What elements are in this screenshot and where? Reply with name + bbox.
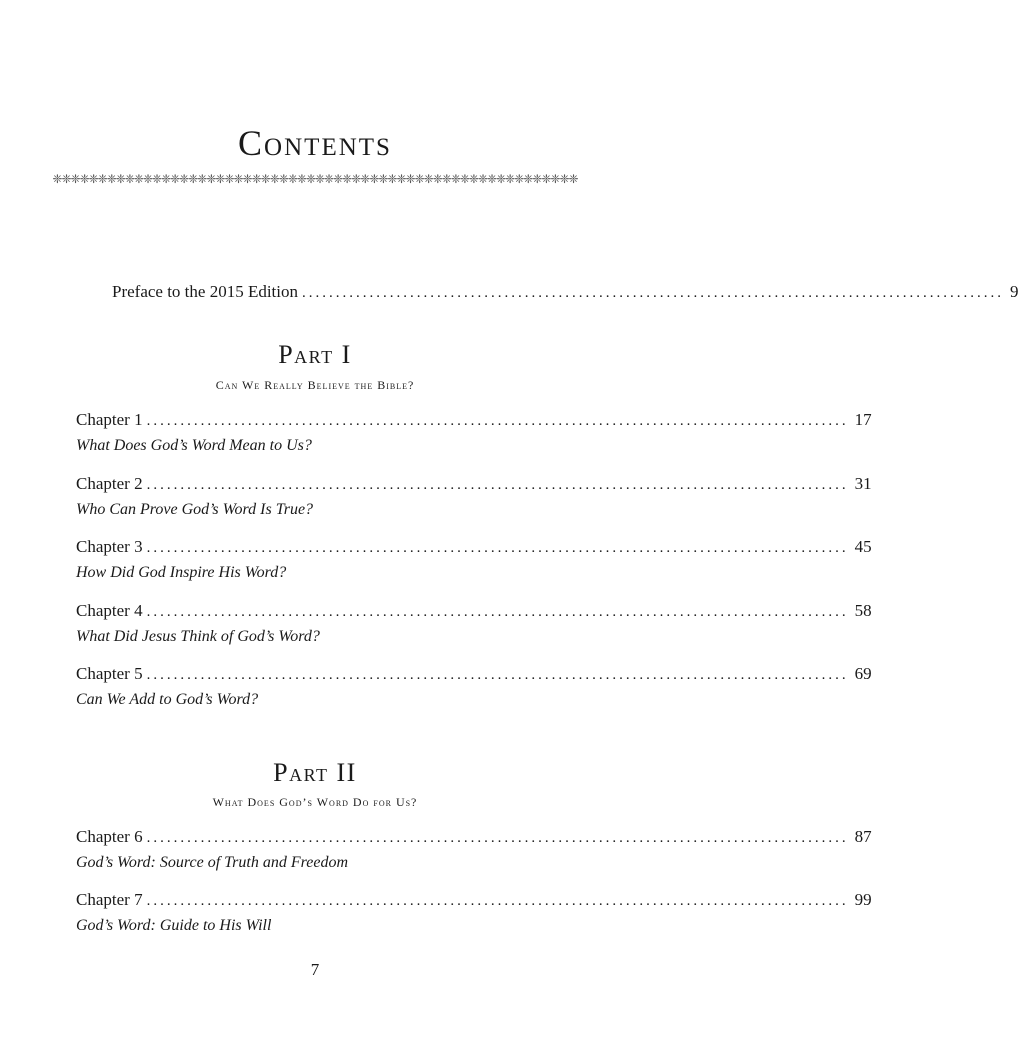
dot-leader: ........................................................................................................	[146, 540, 849, 556]
toc-entry-chapter-7[interactable]	[76, 889, 872, 912]
toc-page-number: 69	[854, 664, 872, 683]
toc-entry-chapter-5[interactable]	[76, 663, 872, 686]
toc-page-number: 31	[854, 474, 872, 493]
toc-page-number: 45	[854, 537, 872, 556]
toc-page-number: 9	[1010, 282, 1019, 301]
chapter-subtitle: Who Can Prove God’s Word Is True?	[76, 501, 314, 518]
chapter-subtitle: Can We Add to God’s Word?	[76, 691, 259, 708]
part-heading: Part I	[278, 340, 352, 369]
toc-label: Chapter 2	[76, 474, 143, 493]
part-heading: Part II	[273, 758, 357, 787]
chapter-subtitle: What Does God’s Word Mean to Us?	[76, 437, 312, 454]
chapter-subtitle: What Did Jesus Think of God’s Word?	[76, 628, 320, 645]
toc-page-number: 99	[854, 890, 872, 909]
chapter-subtitle: God’s Word: Source of Truth and Freedom	[76, 854, 348, 871]
dot-leader: ........................................................................................................	[146, 893, 849, 909]
toc-label: Chapter 4	[76, 601, 143, 620]
chapter-subtitle: How Did God Inspire His Word?	[76, 564, 287, 581]
dot-leader: ........................................................................................................	[146, 667, 849, 683]
toc-label: Chapter 7	[76, 890, 143, 909]
toc-label: Chapter 6	[76, 827, 143, 846]
dot-leader: ........................................................................................................	[146, 477, 849, 493]
toc-entry-chapter-2[interactable]	[76, 473, 872, 496]
toc-label: Chapter 3	[76, 537, 143, 556]
toc-entry-chapter-1[interactable]	[76, 409, 872, 432]
toc-page-number: 17	[854, 410, 872, 429]
dot-leader: ........................................................................................................	[302, 285, 1005, 301]
toc-entry-preface[interactable]	[112, 281, 1019, 304]
toc-entry-chapter-6[interactable]	[76, 826, 872, 849]
dot-leader: ........................................................................................................	[146, 604, 849, 620]
part-subtitle: Can We Really Believe the Bible?	[215, 378, 415, 392]
toc-label: Preface to the 2015 Edition	[112, 282, 299, 301]
toc-page-number: 58	[854, 601, 872, 620]
toc-entry-chapter-4[interactable]	[76, 600, 872, 623]
toc-label: Chapter 5	[76, 664, 143, 683]
title-ornament: ❈❈❈❈❈❈❈❈❈❈❈❈❈❈❈❈❈❈❈❈❈❈❈❈❈❈❈❈❈❈❈❈❈❈❈❈❈❈❈❈❈❈❈❈❈❈❈❈❈❈❈❈❈❈❈❈❈❈	[52, 172, 578, 186]
dot-leader: ........................................................................................................	[146, 413, 849, 429]
toc-entry-chapter-3[interactable]	[76, 536, 872, 559]
toc-label: Chapter 1	[76, 410, 143, 429]
dot-leader: ........................................................................................................	[146, 830, 849, 846]
page-number: 7	[310, 960, 320, 979]
toc-page-number: 87	[854, 827, 872, 846]
page-title: Contents	[238, 123, 392, 163]
part-subtitle: What Does God’s Word Do for Us?	[212, 795, 418, 809]
chapter-subtitle: God’s Word: Guide to His Will	[76, 917, 272, 934]
